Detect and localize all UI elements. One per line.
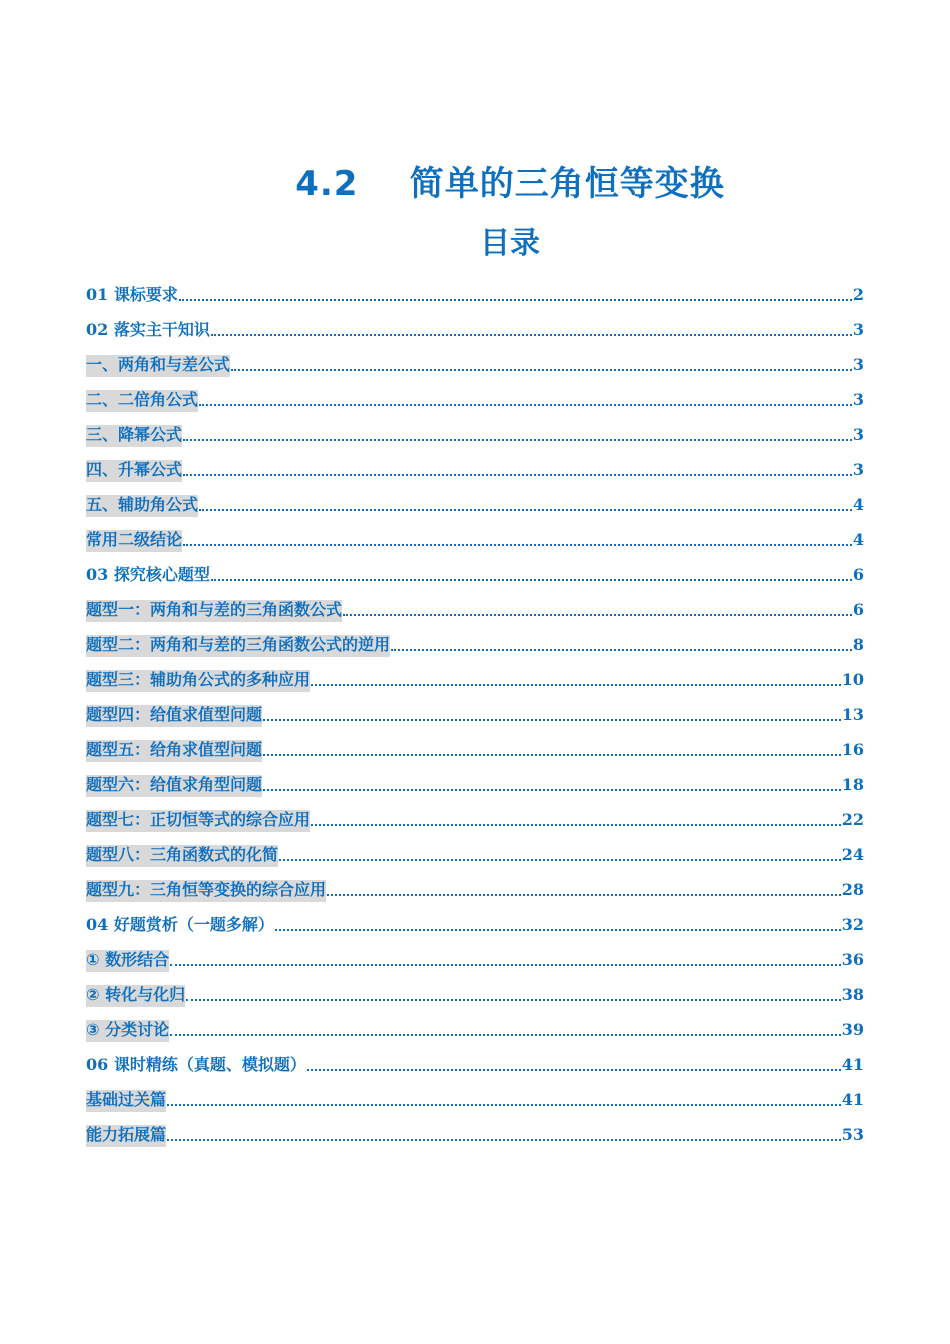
- toc-leader-dots: [183, 544, 852, 546]
- toc-entry-type-9[interactable]: [86, 867, 864, 902]
- toc-leader-dots: [199, 509, 852, 511]
- toc-leader-dots: [211, 334, 852, 336]
- toc-entry-label: 01 课标要求: [86, 285, 178, 304]
- toc-entry-advanced-level[interactable]: [86, 1112, 864, 1147]
- toc-leader-dots: [327, 894, 841, 896]
- toc-entry-type-5[interactable]: [86, 727, 864, 762]
- toc-entry-label: 题型四：给值求值型问题: [86, 705, 262, 727]
- toc-entry-page: 16: [841, 740, 864, 759]
- toc-entry-page: 6: [852, 565, 864, 584]
- toc-entry-page: 24: [841, 845, 864, 864]
- toc-leader-dots: [231, 369, 852, 371]
- toc-entry-page: 13: [841, 705, 864, 724]
- toc-entry-power-reduction-formula[interactable]: [86, 412, 864, 447]
- toc-entry-label: ③ 分类讨论: [86, 1020, 169, 1042]
- toc-entry-page: 4: [852, 495, 864, 514]
- toc-entry-page: 2: [852, 285, 864, 304]
- toc-entry-page: 41: [841, 1055, 864, 1074]
- toc-heading: 目录: [480, 226, 540, 261]
- toc-entry-label: 06 课时精练（真题、模拟题）: [86, 1055, 306, 1074]
- toc-entry-type-4[interactable]: [86, 692, 864, 727]
- toc-entry-page: 3: [852, 460, 864, 479]
- toc-leader-dots: [179, 299, 852, 301]
- toc-entry-label: 题型八：三角函数式的化简: [86, 845, 278, 867]
- toc-entry-page: 39: [841, 1020, 864, 1039]
- toc-leader-dots: [307, 1069, 841, 1071]
- toc-leader-dots: [183, 474, 852, 476]
- toc-entry-label: 能力拓展篇: [86, 1125, 166, 1147]
- toc-entry-label: 题型五：给角求值型问题: [86, 740, 262, 762]
- toc-entry-course-requirements[interactable]: [86, 272, 864, 307]
- toc-entry-label: 03 探究核心题型: [86, 565, 210, 584]
- toc-entry-core-knowledge[interactable]: [86, 307, 864, 342]
- toc-entry-page: 3: [852, 355, 864, 374]
- toc-entry-page: 3: [852, 320, 864, 339]
- toc-entry-page: 10: [841, 670, 864, 689]
- toc-entry-auxiliary-angle-formula[interactable]: [86, 482, 864, 517]
- toc-leader-dots: [186, 999, 841, 1001]
- toc-leader-dots: [170, 964, 841, 966]
- toc-leader-dots: [343, 614, 852, 616]
- toc-entry-page: 28: [841, 880, 864, 899]
- toc-leader-dots: [263, 754, 841, 756]
- toc-entry-page: 32: [841, 915, 864, 934]
- toc-entry-problem-analysis[interactable]: [86, 902, 864, 937]
- toc-entry-label: 基础过关篇: [86, 1090, 166, 1112]
- toc-leader-dots: [211, 579, 852, 581]
- toc-leader-dots: [263, 789, 841, 791]
- toc-leader-dots: [311, 684, 841, 686]
- toc-entry-page: 53: [841, 1125, 864, 1144]
- toc-entry-label: 常用二级结论: [86, 530, 182, 552]
- toc-entry-label: 题型二：两角和与差的三角函数公式的逆用: [86, 635, 390, 657]
- toc-entry-page: 36: [841, 950, 864, 969]
- toc-entry-label: 02 落实主干知识: [86, 320, 210, 339]
- toc-entry-label: 四、升幂公式: [86, 460, 182, 482]
- toc-entry-page: 41: [841, 1090, 864, 1109]
- toc-leader-dots: [167, 1104, 841, 1106]
- toc-entry-label: 题型九：三角恒等变换的综合应用: [86, 880, 326, 902]
- toc-leader-dots: [275, 929, 841, 931]
- toc-entry-label: 二、二倍角公式: [86, 390, 198, 412]
- toc-entry-power-raising-formula[interactable]: [86, 447, 864, 482]
- toc-entry-label: 三、降幂公式: [86, 425, 182, 447]
- toc-entry-method-1[interactable]: [86, 937, 864, 972]
- toc-entry-method-2[interactable]: [86, 972, 864, 1007]
- toc-entry-page: 4: [852, 530, 864, 549]
- document-title: 4.2 简单的三角恒等变换: [295, 164, 725, 204]
- toc-entry-type-6[interactable]: [86, 762, 864, 797]
- toc-entry-sum-difference-formula[interactable]: [86, 342, 864, 377]
- toc-entry-type-2[interactable]: [86, 622, 864, 657]
- toc-entry-type-1[interactable]: [86, 587, 864, 622]
- toc-entry-page: 18: [841, 775, 864, 794]
- toc-entry-type-3[interactable]: [86, 657, 864, 692]
- table-of-contents: [86, 272, 864, 1147]
- toc-entry-page: 3: [852, 425, 864, 444]
- toc-leader-dots: [167, 1139, 841, 1141]
- toc-entry-page: 8: [852, 635, 864, 654]
- toc-leader-dots: [199, 404, 852, 406]
- toc-leader-dots: [279, 859, 841, 861]
- toc-entry-basic-level[interactable]: [86, 1077, 864, 1112]
- toc-entry-type-8[interactable]: [86, 832, 864, 867]
- toc-entry-page: 38: [841, 985, 864, 1004]
- toc-entry-core-question-types[interactable]: [86, 552, 864, 587]
- toc-entry-label: ① 数形结合: [86, 950, 169, 972]
- toc-entry-label: 题型六：给值求角型问题: [86, 775, 262, 797]
- toc-entry-label: 04 好题赏析（一题多解）: [86, 915, 274, 934]
- toc-entry-common-conclusions[interactable]: [86, 517, 864, 552]
- toc-leader-dots: [170, 1034, 841, 1036]
- toc-entry-page: 6: [852, 600, 864, 619]
- toc-entry-type-7[interactable]: [86, 797, 864, 832]
- toc-entry-page: 3: [852, 390, 864, 409]
- toc-leader-dots: [183, 439, 852, 441]
- toc-entry-label: 题型三：辅助角公式的多种应用: [86, 670, 310, 692]
- toc-entry-method-3[interactable]: [86, 1007, 864, 1042]
- toc-entry-label: 题型一：两角和与差的三角函数公式: [86, 600, 342, 622]
- toc-entry-double-angle-formula[interactable]: [86, 377, 864, 412]
- toc-leader-dots: [311, 824, 841, 826]
- toc-entry-label: 题型七：正切恒等式的综合应用: [86, 810, 310, 832]
- toc-entry-practice[interactable]: [86, 1042, 864, 1077]
- toc-leader-dots: [391, 649, 852, 651]
- toc-entry-label: 一、两角和与差公式: [86, 355, 230, 377]
- toc-entry-page: 22: [841, 810, 864, 829]
- toc-leader-dots: [263, 719, 841, 721]
- toc-entry-label: 五、辅助角公式: [86, 495, 198, 517]
- toc-entry-label: ② 转化与化归: [86, 985, 185, 1007]
